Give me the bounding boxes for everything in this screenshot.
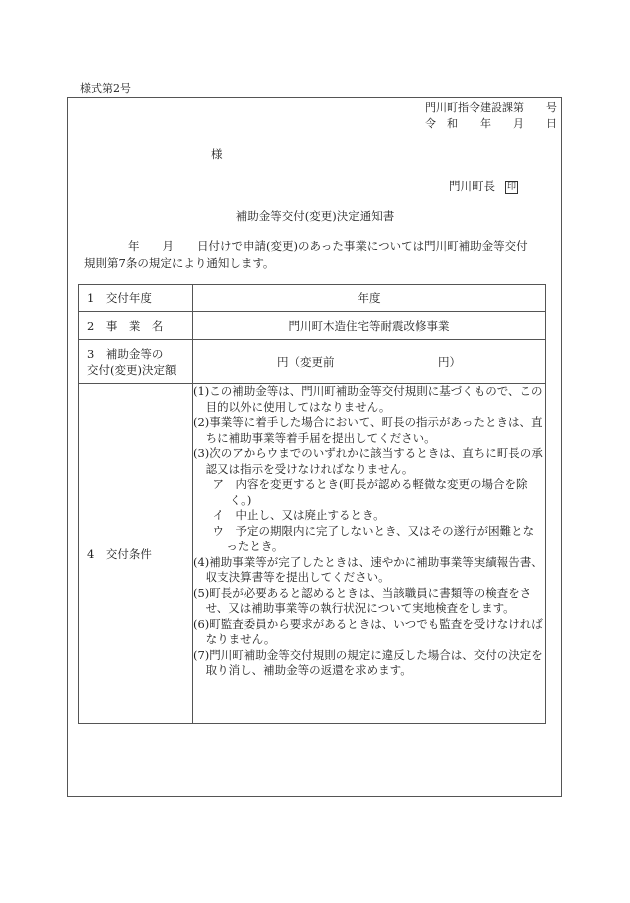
table-row [79,340,546,384]
label-fiscal-year: 1 交付年度 [79,285,193,312]
condition-item: (7)門川町補助金等交付規則の規定に違反した場合は、交付の決定を取り消し、補助金等の返還を求めます。 [193,647,543,677]
condition-subitem: イ 中止し、又は廃止するとき。 [212,508,385,522]
value-decision-amount: 円（変更前 円） [193,340,546,384]
condition-subitem: ア 内容を変更するとき(町長が認める軽微な変更の場合を除く。) [212,477,528,507]
label-project-name: 2 事 業 名 [79,312,193,340]
value-project-name: 門川町木造住宅等耐震改修事業 [193,312,546,340]
body-line-2: 規則第7条の規定により通知します。 [84,256,275,270]
body-text [84,238,558,272]
form-number: 様式第2号 [80,82,131,95]
document-title: 補助金等交付(変更)決定通知書 [235,209,395,223]
decision-table [78,284,546,724]
label-decision-amount-line-2: 交付(変更)決定額 [87,362,177,377]
condition-item: (2)事業等に着手した場合において、町長の指示があったときは、直ちに補助事業等着手届を提出してください。 [193,415,543,445]
label-decision-amount-line-1: 3 補助金等の [87,346,164,361]
body-line-1: 年 月 日付けで申請(変更)のあった事業については門川町補助金等交付 [128,239,528,253]
table-row [79,384,546,724]
issuer-name: 門川町長 [449,179,495,193]
condition-subitem: ウ 予定の期限内に完了しないとき、又はその遂行が困難となったとき。 [212,523,535,553]
condition-item: (6)町監査委員から要求があるときは、いつでも監査を受けなければなりません。 [193,616,543,646]
table-row [79,312,546,340]
label-decision-amount [79,340,193,384]
condition-item: (4)補助事業等が完了したときは、速やかに補助事業等実績報告書、収支決算書等を提出してください。 [193,554,543,584]
seal-mark: 印 [507,182,517,192]
document-number: 門川町指令建設課第 号 [425,101,557,114]
condition-item: (3)次のアからウまでのいずれかに該当するときは、直ちに町長の承認又は指示を受けなければなりません。 [193,446,543,476]
addressee: 様 [211,147,223,161]
condition-item: (1)この補助金等は、門川町補助金等交付規則に基づくもので、この目的以外に使用してはなりません。 [193,384,543,414]
value-fiscal-year: 年度 [193,285,546,312]
conditions-list [193,384,546,724]
issuer [449,178,518,194]
condition-item: (5)町長が必要あると認めるときは、当該職員に書類等の検査をさせ、又は補助事業等の執行状況について実地検査をします。 [193,585,532,615]
table-row [79,285,546,312]
label-conditions: 4 交付条件 [79,384,193,724]
issue-date: 令 和 年 月 日 [425,117,557,130]
